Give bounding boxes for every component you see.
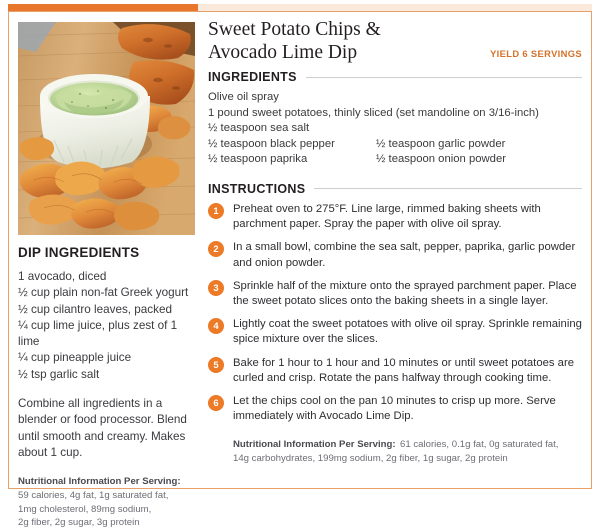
step-number-badge: 3: [208, 280, 224, 296]
step-text: Lightly coat the sweet potatoes with olive oil spray. Sprinkle remaining spice mixture over the slices.: [233, 318, 582, 346]
step-text: Sprinkle half of the mixture onto the sprayed parchment paper. Place the sweet potato slices onto the baking sheets in a single layer.: [233, 279, 577, 307]
dip-nutrition-line: 1mg cholesterol, 89mg sodium,: [18, 503, 152, 515]
recipe-column: [208, 18, 582, 466]
ingredients-section-header: [208, 70, 582, 84]
ingredient-left: ½ teaspoon sea salt: [208, 122, 310, 135]
ingredient-right: ½ teaspoon onion powder: [376, 153, 507, 166]
step-number-badge: 5: [208, 357, 224, 373]
list-item: 1 avocado, diced: [18, 270, 107, 283]
yield-badge: YIELD 6 SERVINGS: [490, 48, 582, 59]
dip-nutrition-line: 59 calories, 4g fat, 1g saturated fat,: [18, 490, 169, 502]
yield-row: [208, 48, 582, 62]
list-item: ¼ cup pineapple juice: [18, 351, 132, 365]
instructions-section-header: [208, 182, 582, 196]
ingredient-row: [208, 90, 582, 106]
heading-rule: [314, 188, 582, 189]
instruction-step: [208, 356, 582, 386]
accent-bar-left: [8, 4, 198, 11]
instruction-step: [208, 317, 582, 347]
ingredient-left: Olive oil spray: [208, 91, 279, 103]
instruction-step: [208, 279, 582, 309]
list-item: ¼ cup lime juice, plus zest of 1 lime: [18, 318, 178, 349]
step-number-badge: 6: [208, 395, 224, 411]
title-line-1: Sweet Potato Chips &: [208, 19, 381, 40]
ingredient-left: ½ teaspoon black pepper: [208, 137, 335, 150]
dip-preparation-note: Combine all ingredients in a blender or food processor. Blend until smooth and creamy. Makes about 1 cup.: [18, 397, 187, 459]
step-number-badge: 1: [208, 203, 224, 219]
ingredient-row: [208, 106, 582, 122]
step-number-badge: 2: [208, 241, 224, 257]
ingredient-left: ½ teaspoon paprika: [208, 153, 308, 166]
recipe-nutrition-line: 14g carbohydrates, 199mg sodium, 2g fiber, 1g sugar, 2g protein: [233, 453, 508, 465]
ingredient-row: [208, 121, 582, 137]
instruction-step: [208, 394, 582, 424]
accent-bar-right: [198, 4, 592, 11]
ingredients-list: [208, 90, 582, 168]
step-text: Let the chips cool on the pan 10 minutes to crisp up more. Serve immediately with Avocado Lime Dip.: [233, 395, 556, 423]
title-line-2: Avocado Lime Dip: [208, 42, 358, 63]
list-item: ½ cup cilantro leaves, packed: [18, 302, 172, 316]
recipe-nutrition-label: Nutritional Information Per Serving:: [233, 439, 396, 451]
step-text: Bake for 1 hour to 1 hour and 10 minutes or until sweet potatoes are curled and crisp. Rotate the pans halfway through cooking time.: [233, 356, 574, 384]
dip-ingredients-heading: DIP INGREDIENTS: [18, 245, 140, 260]
list-item: ½ tsp garlic salt: [18, 367, 100, 381]
ingredient-row: [208, 152, 582, 168]
recipe-nutrition-line: 61 calories, 0.1g fat, 0g saturated fat,: [400, 439, 559, 451]
step-number-badge: 4: [208, 318, 224, 334]
ingredient-left: 1 pound sweet potatoes, thinly sliced (set mandoline on 3/16-inch): [208, 106, 539, 119]
step-text: Preheat oven to 275°F. Line large, rimmed baking sheets with parchment paper. Spray the paper with olive oil spray.: [233, 202, 541, 231]
dip-nutrition-block: [18, 475, 200, 530]
instruction-step: [208, 240, 582, 270]
ingredients-heading: INGREDIENTS: [208, 70, 297, 84]
dip-nutrition-label: Nutritional Information Per Serving:: [18, 476, 181, 488]
instructions-heading: INSTRUCTIONS: [208, 181, 306, 196]
instruction-step: [208, 202, 582, 232]
recipe-nutrition-block: [233, 434, 582, 466]
dip-nutrition-line: 2g fiber, 2g sugar, 3g protein: [18, 517, 140, 529]
ingredient-right: ½ teaspoon garlic powder: [376, 137, 506, 150]
instructions-list: [208, 202, 582, 424]
step-text: In a small bowl, combine the sea salt, pepper, paprika, garlic powder and onion powder.: [233, 241, 576, 269]
heading-rule: [306, 77, 582, 78]
recipe-photo: [18, 22, 195, 235]
list-item: ½ cup plain non-fat Greek yogurt: [18, 286, 189, 300]
ingredient-row: [208, 137, 582, 153]
dip-ingredients-list: [18, 269, 200, 383]
dip-column: [18, 245, 200, 530]
